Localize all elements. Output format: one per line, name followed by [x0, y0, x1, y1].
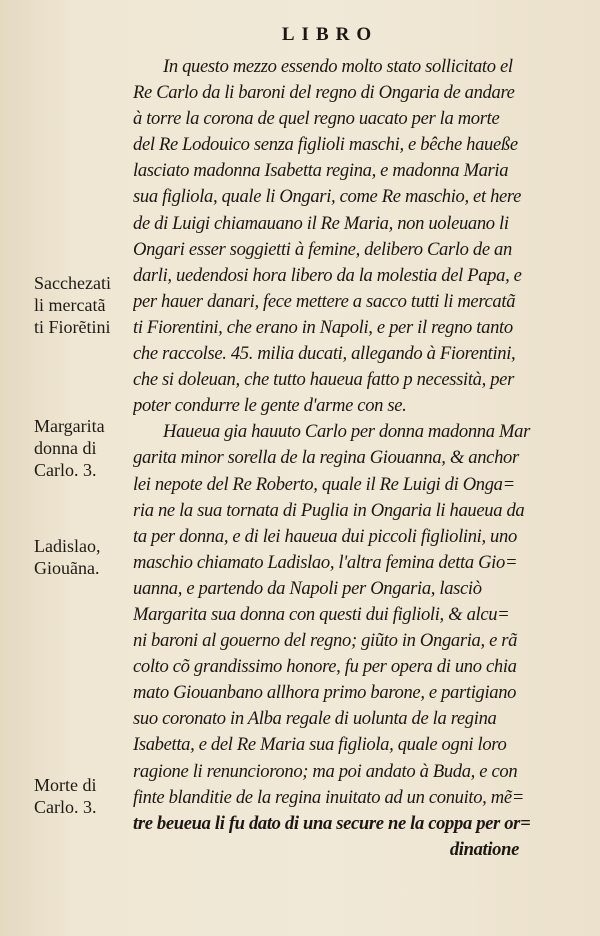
text-line: Re Carlo da li baroni del regno di Ongaria de andare — [133, 82, 515, 104]
text-line: ragione li renunciorono; ma poi andato à Buda, e con — [133, 760, 518, 782]
margin-note-ladislao — [34, 535, 134, 579]
text-line: Margarita sua donna con questi dui figlioli, & alcu= — [133, 603, 510, 625]
text-line: che si doleuan, che tutto haueua fatto p necessità, per — [133, 369, 514, 391]
catchword: dinatione — [449, 838, 519, 860]
text-line: à torre la corona de quel regno uacato per la morte — [133, 108, 500, 130]
text-line: che raccolse. 45. milia ducati, allegando à Fiorentini, — [133, 343, 516, 365]
text-line: ta per donna, e di lei haueua dui piccoli figliolini, uno — [133, 525, 517, 547]
text-line: maschio chiamato Ladislao, l'altra femina detta Gio= — [133, 551, 518, 573]
margin-note-line: donna di — [34, 438, 97, 458]
margin-note-line: ti Fiorẽtini — [34, 317, 111, 337]
text-line: uanna, e partendo da Napoli per Ongaria, lasciò — [133, 577, 482, 599]
margin-note-line: Giouãna. — [34, 558, 100, 578]
text-line: mato Giouanbano allhora primo barone, e partigiano — [133, 682, 517, 704]
margin-note-line: li mercatã — [34, 295, 106, 315]
text-line: Ongari esser soggietti à femine, delibero Carlo de an — [133, 238, 512, 260]
body-text — [133, 54, 573, 863]
text-line: darli, uedendosi hora libero da la molestia del Papa, e — [133, 264, 522, 286]
running-head: LIBRO — [281, 24, 379, 45]
text-line: per hauer danari, fece mettere a sacco tutti li mercatã — [133, 290, 516, 312]
text-line: Isabetta, e del Re Maria sua figliola, quale ogni loro — [133, 734, 507, 756]
margin-note-line: Ladislao, — [34, 536, 101, 556]
text-line: lasciato madonna Isabetta regina, e madonna Maria — [133, 160, 509, 182]
text-line: Haueua gia hauuto Carlo per donna madonna Mar — [163, 421, 530, 443]
text-line: finte blanditie de la regina inuitato ad un conuito, mẽ= — [133, 786, 524, 808]
text-line: ni baroni al gouerno del regno; giũto in Ongaria, e rã — [133, 630, 518, 652]
text-line: ria ne la sua tornata di Puglia in Ongaria li haueua da — [133, 499, 525, 521]
text-line: In questo mezzo essendo molto stato sollicitato el — [163, 56, 513, 77]
margin-note-sack — [34, 272, 134, 338]
text-line: del Re Lodouico senza figlioli maschi, e bêche haueße — [133, 134, 518, 156]
margin-note-line: Margarita — [34, 416, 105, 436]
margin-note-death — [34, 774, 134, 818]
text-line: poter condurre le gente d'arme con se. — [133, 395, 407, 417]
margin-note-margarita — [34, 415, 134, 481]
text-line: lei nepote del Re Roberto, quale il Re Luigi di Onga= — [133, 473, 515, 495]
text-line: garita minor sorella de la regina Giouanna, & anchor — [133, 447, 519, 469]
margin-note-line: Carlo. 3. — [34, 460, 97, 480]
margin-note-line: Morte di — [34, 775, 97, 795]
text-line: tre beueua li fu dato di una secure ne la coppa per or= — [133, 812, 531, 834]
text-line: ti Fiorentini, che erano in Napoli, e per il regno tanto — [133, 316, 513, 338]
margin-note-line: Sacchezati — [34, 273, 111, 293]
text-line: de di Luigi chiamauano il Re Maria, non uoleuano li — [133, 212, 509, 234]
text-line: suo coronato in Alba regale di uolunta de la regina — [133, 708, 497, 730]
text-line: colto cõ grandissimo honore, fu per opera di uno chia — [133, 656, 517, 678]
margin-note-line: Carlo. 3. — [34, 797, 97, 817]
text-line: sua figliola, quale li Ongari, come Re maschio, et here — [133, 186, 522, 208]
